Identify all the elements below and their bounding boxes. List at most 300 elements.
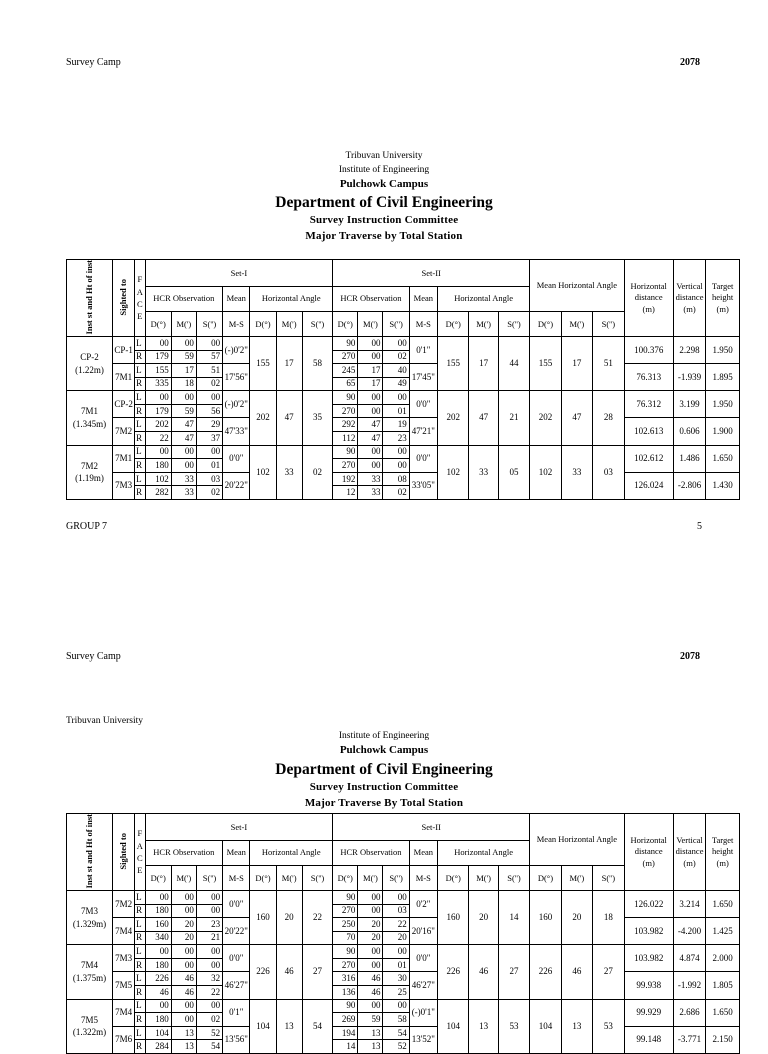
horizontal-distance: 99.938 xyxy=(624,972,673,999)
mean-ms-set1: 46'27" xyxy=(223,972,250,999)
hcr-deg: 179 xyxy=(145,350,171,364)
vertical-distance: -2.806 xyxy=(673,472,705,499)
mean-ms-set2: 0'1" xyxy=(409,336,437,363)
page1-footer-right: 5 xyxy=(697,521,702,532)
page2-department: Department of Civil Engineering xyxy=(275,761,493,778)
header-sec: S('') xyxy=(593,311,624,336)
hcr-deg-set2: 270 xyxy=(333,904,358,918)
header-deg: D(°) xyxy=(530,311,561,336)
hcr-deg-set2: 292 xyxy=(333,418,358,432)
hcr-sec-set2: 23 xyxy=(383,432,409,446)
header-inst-station xyxy=(67,814,113,891)
hcr-sec-set2: 00 xyxy=(383,459,409,473)
station-cell xyxy=(67,445,113,499)
horizontal-distance: 76.313 xyxy=(624,364,673,391)
header-min: M(') xyxy=(171,865,196,890)
target-height: 1.425 xyxy=(706,918,740,945)
horizontal-angle-set1: 13 xyxy=(276,999,302,1053)
hcr-min-set2: 00 xyxy=(358,958,383,972)
horizontal-angle-set1: 02 xyxy=(302,445,332,499)
header-set2: Set-II xyxy=(333,260,530,287)
horizontal-angle-set2: 44 xyxy=(498,336,529,390)
header-deg: D(°) xyxy=(333,311,358,336)
header-horizontal-distance: Horizontal distance (m) xyxy=(624,814,673,891)
hcr-deg: 102 xyxy=(145,472,171,486)
page1-header-left: Survey Camp xyxy=(66,57,121,68)
face-cell: L xyxy=(135,999,145,1013)
page1-header-right: 2078 xyxy=(680,57,700,68)
hcr-sec-set2: 58 xyxy=(383,1013,409,1027)
header-deg: D(°) xyxy=(333,865,358,890)
horizontal-distance: 100.376 xyxy=(624,336,673,363)
header-mean: Mean xyxy=(223,840,250,865)
vertical-distance: 2.298 xyxy=(673,336,705,363)
horizontal-angle-set2: 20 xyxy=(469,890,498,944)
hcr-sec-set2: 03 xyxy=(383,904,409,918)
header-min: M(') xyxy=(358,865,383,890)
hcr-min-set2: 00 xyxy=(358,890,383,904)
hcr-sec: 23 xyxy=(196,918,222,932)
hcr-sec: 02 xyxy=(196,377,222,391)
hcr-sec: 00 xyxy=(196,336,222,350)
table-row xyxy=(67,918,740,932)
hcr-min-set2: 00 xyxy=(358,945,383,959)
face-cell: L xyxy=(135,1026,145,1040)
mean-ms-set1: 17'56" xyxy=(223,364,250,391)
header-horizontal-angle: Horizontal Angle xyxy=(250,840,333,865)
table-row xyxy=(67,445,740,459)
header-face xyxy=(135,260,145,337)
header-sec: S('') xyxy=(196,865,222,890)
hcr-sec-set2: 02 xyxy=(383,486,409,500)
hcr-min-set2: 00 xyxy=(358,904,383,918)
horizontal-angle-set1: 20 xyxy=(276,890,302,944)
hcr-deg: 180 xyxy=(145,459,171,473)
header-inst-station-label: Inst st and Ht of inst xyxy=(84,260,95,335)
header-min: M(') xyxy=(561,865,592,890)
sighted-to-cell: 7M2 xyxy=(113,418,135,445)
header-m-s: M-S xyxy=(223,865,250,890)
header-set2: Set-II xyxy=(333,814,530,841)
horizontal-angle-set2: 27 xyxy=(498,945,529,999)
header-min: M(') xyxy=(276,311,302,336)
hcr-sec: 02 xyxy=(196,1013,222,1027)
hcr-deg-set2: 270 xyxy=(333,958,358,972)
sighted-to-cell: 7M2 xyxy=(113,890,135,917)
hcr-deg-set2: 65 xyxy=(333,377,358,391)
hcr-sec-set2: 00 xyxy=(383,999,409,1013)
mean-ms-set2: 33'05" xyxy=(409,472,437,499)
mean-ms-set1: (-)0'2" xyxy=(223,336,250,363)
mean-ms-set1: 0'0" xyxy=(223,890,250,917)
table-row xyxy=(67,364,740,378)
hcr-deg-set2: 90 xyxy=(333,945,358,959)
face-cell: L xyxy=(135,472,145,486)
hcr-deg: 00 xyxy=(145,336,171,350)
header-min: M(') xyxy=(469,865,498,890)
hcr-sec: 52 xyxy=(196,1026,222,1040)
face-cell: L xyxy=(135,972,145,986)
header-sec: S('') xyxy=(383,311,409,336)
sighted-to-cell: 7M3 xyxy=(113,472,135,499)
hcr-sec: 00 xyxy=(196,391,222,405)
hcr-sec: 01 xyxy=(196,459,222,473)
horizontal-angle-set1: 27 xyxy=(302,945,332,999)
hcr-min-set2: 13 xyxy=(358,1026,383,1040)
hcr-sec: 00 xyxy=(196,958,222,972)
vertical-distance: -3.771 xyxy=(673,1026,705,1053)
header-face-label: F A C E xyxy=(136,274,143,322)
mean-ms-set2: 47'21" xyxy=(409,418,437,445)
horizontal-angle-set1: 104 xyxy=(250,999,276,1053)
hcr-min: 00 xyxy=(171,445,196,459)
mean-ms-set2: 0'2" xyxy=(409,890,437,917)
header-mean-horizontal-angle: Mean Horizontal Angle xyxy=(530,814,624,866)
hcr-min-set2: 13 xyxy=(358,1040,383,1054)
mean-ms-set2: (-)0'1" xyxy=(409,999,437,1026)
hcr-sec: 57 xyxy=(196,350,222,364)
vertical-distance: 3.214 xyxy=(673,890,705,917)
mean-horizontal-angle: 27 xyxy=(593,945,624,999)
sighted-to-cell: 7M1 xyxy=(113,445,135,472)
hcr-min: 33 xyxy=(171,486,196,500)
station-height: (1.322m) xyxy=(72,1027,107,1038)
face-cell: L xyxy=(135,418,145,432)
header-mean: Mean xyxy=(409,286,437,311)
header-deg: D(°) xyxy=(530,865,561,890)
face-cell: R xyxy=(135,459,145,473)
hcr-sec-set2: 20 xyxy=(383,931,409,945)
header-vertical-distance: Vertical distance (m) xyxy=(673,260,705,337)
mean-ms-set1: 0'0" xyxy=(223,445,250,472)
hcr-min: 00 xyxy=(171,999,196,1013)
hcr-sec-set2: 00 xyxy=(383,336,409,350)
hcr-min-set2: 46 xyxy=(358,972,383,986)
target-height: 1.900 xyxy=(706,418,740,445)
station-name: 7M5 xyxy=(81,1014,99,1025)
page1-campus: Pulchowk Campus xyxy=(339,178,429,190)
hcr-deg-set2: 270 xyxy=(333,404,358,418)
hcr-sec-set2: 30 xyxy=(383,972,409,986)
horizontal-angle-set2: 47 xyxy=(469,391,498,445)
hcr-deg-set2: 192 xyxy=(333,472,358,486)
header-hcr-observation: HCR Observation xyxy=(333,286,409,311)
mean-ms-set2: 17'45" xyxy=(409,364,437,391)
horizontal-distance: 126.022 xyxy=(624,890,673,917)
hcr-min: 00 xyxy=(171,1013,196,1027)
header-sec: S('') xyxy=(593,865,624,890)
page1-department: Department of Civil Engineering xyxy=(275,194,493,211)
target-height: 1.895 xyxy=(706,364,740,391)
header-set1: Set-I xyxy=(145,260,333,287)
mean-horizontal-angle: 17 xyxy=(561,336,592,390)
header-inst-station xyxy=(67,260,113,337)
hcr-min-set2: 17 xyxy=(358,364,383,378)
station-cell xyxy=(67,890,113,944)
horizontal-angle-set1: 58 xyxy=(302,336,332,390)
horizontal-distance: 102.613 xyxy=(624,418,673,445)
mean-horizontal-angle: 226 xyxy=(530,945,561,999)
horizontal-angle-set1: 226 xyxy=(250,945,276,999)
header-min: M(') xyxy=(171,311,196,336)
horizontal-angle-set1: 202 xyxy=(250,391,276,445)
face-cell: L xyxy=(135,336,145,350)
mean-horizontal-angle: 13 xyxy=(561,999,592,1053)
hcr-min-set2: 00 xyxy=(358,336,383,350)
hcr-deg-set2: 194 xyxy=(333,1026,358,1040)
hcr-sec: 51 xyxy=(196,364,222,378)
hcr-deg-set2: 90 xyxy=(333,890,358,904)
hcr-min-set2: 59 xyxy=(358,1013,383,1027)
header-horizontal-distance: Horizontal distance (m) xyxy=(624,260,673,337)
face-cell: L xyxy=(135,391,145,405)
horizontal-angle-set2: 13 xyxy=(469,999,498,1053)
page1-footer-left: GROUP 7 xyxy=(66,521,108,532)
page1-title: Major Traverse by Total Station xyxy=(305,230,463,242)
vertical-distance: 2.686 xyxy=(673,999,705,1026)
header-mean: Mean xyxy=(409,840,437,865)
hcr-deg: 00 xyxy=(145,391,171,405)
mean-ms-set1: 0'1" xyxy=(223,999,250,1026)
header-sec: S('') xyxy=(383,865,409,890)
mean-horizontal-angle: 03 xyxy=(593,445,624,499)
hcr-min-set2: 20 xyxy=(358,931,383,945)
face-cell: R xyxy=(135,377,145,391)
header-deg: D(°) xyxy=(250,865,276,890)
hcr-deg-set2: 90 xyxy=(333,336,358,350)
header-m-s: M-S xyxy=(223,311,250,336)
hcr-min-set2: 47 xyxy=(358,418,383,432)
hcr-sec: 29 xyxy=(196,418,222,432)
header-face-label: F A C E xyxy=(136,828,143,876)
hcr-min: 00 xyxy=(171,391,196,405)
sighted-to-cell: 7M1 xyxy=(113,364,135,391)
header-vertical-distance: Vertical distance (m) xyxy=(673,814,705,891)
hcr-deg-set2: 269 xyxy=(333,1013,358,1027)
hcr-deg-set2: 90 xyxy=(333,445,358,459)
page2-institute: Institute of Engineering xyxy=(338,731,430,741)
target-height: 1.950 xyxy=(706,336,740,363)
hcr-sec: 21 xyxy=(196,931,222,945)
page2-university: Tribuvan University xyxy=(66,716,143,726)
hcr-sec-set2: 54 xyxy=(383,1026,409,1040)
hcr-min: 59 xyxy=(171,350,196,364)
hcr-min: 00 xyxy=(171,336,196,350)
page2-committee: Survey Instruction Committee xyxy=(309,781,459,793)
vertical-distance: -4.200 xyxy=(673,918,705,945)
horizontal-angle-set2: 33 xyxy=(469,445,498,499)
hcr-deg-set2: 316 xyxy=(333,972,358,986)
hcr-sec-set2: 00 xyxy=(383,890,409,904)
mean-ms-set1: 20'22" xyxy=(223,918,250,945)
header-face xyxy=(135,814,145,891)
header-sec: S('') xyxy=(498,311,529,336)
station-name: 7M2 xyxy=(81,460,99,471)
hcr-deg: 180 xyxy=(145,904,171,918)
hcr-deg: 104 xyxy=(145,1026,171,1040)
hcr-sec-set2: 02 xyxy=(383,350,409,364)
header-inst-station-label: Inst st and Ht of inst xyxy=(84,814,95,889)
mean-ms-set1: 20'22" xyxy=(223,472,250,499)
header-hcr-observation: HCR Observation xyxy=(145,840,223,865)
face-cell: L xyxy=(135,918,145,932)
mean-ms-set2: 20'16" xyxy=(409,918,437,945)
mean-horizontal-angle: 20 xyxy=(561,890,592,944)
hcr-sec-set2: 19 xyxy=(383,418,409,432)
hcr-deg-set2: 70 xyxy=(333,931,358,945)
hcr-min: 46 xyxy=(171,986,196,1000)
table-row xyxy=(67,391,740,405)
mean-ms-set1: 13'56" xyxy=(223,1026,250,1053)
horizontal-distance: 99.929 xyxy=(624,999,673,1026)
hcr-deg-set2: 250 xyxy=(333,918,358,932)
header-horizontal-angle: Horizontal Angle xyxy=(437,286,529,311)
hcr-min: 20 xyxy=(171,918,196,932)
station-height: (1.22m) xyxy=(75,364,104,375)
station-cell xyxy=(67,999,113,1053)
hcr-min-set2: 00 xyxy=(358,350,383,364)
hcr-min-set2: 00 xyxy=(358,391,383,405)
mean-horizontal-angle: 51 xyxy=(593,336,624,390)
traverse-table-1 xyxy=(66,259,740,500)
hcr-min-set2: 00 xyxy=(358,459,383,473)
mean-ms-set2: 46'27" xyxy=(409,972,437,999)
hcr-deg: 335 xyxy=(145,377,171,391)
hcr-sec: 22 xyxy=(196,986,222,1000)
hcr-sec: 00 xyxy=(196,999,222,1013)
hcr-deg-set2: 90 xyxy=(333,391,358,405)
hcr-sec-set2: 52 xyxy=(383,1040,409,1054)
face-cell: R xyxy=(135,1013,145,1027)
mean-horizontal-angle: 46 xyxy=(561,945,592,999)
hcr-deg: 282 xyxy=(145,486,171,500)
target-height: 1.650 xyxy=(706,999,740,1026)
hcr-sec: 03 xyxy=(196,472,222,486)
page2-header-right: 2078 xyxy=(680,651,700,662)
target-height: 1.650 xyxy=(706,890,740,917)
mean-horizontal-angle: 28 xyxy=(593,391,624,445)
page1-institute: Institute of Engineering xyxy=(338,165,430,175)
mean-horizontal-angle: 47 xyxy=(561,391,592,445)
horizontal-angle-set1: 46 xyxy=(276,945,302,999)
horizontal-angle-set2: 155 xyxy=(437,336,468,390)
vertical-distance: -1.939 xyxy=(673,364,705,391)
vertical-distance: 3.199 xyxy=(673,391,705,418)
target-height: 1.430 xyxy=(706,472,740,499)
hcr-min: 00 xyxy=(171,945,196,959)
header-sec: S('') xyxy=(302,311,332,336)
hcr-sec: 37 xyxy=(196,432,222,446)
mean-ms-set2: 13'52" xyxy=(409,1026,437,1053)
horizontal-angle-set2: 21 xyxy=(498,391,529,445)
hcr-min: 20 xyxy=(171,931,196,945)
hcr-deg: 46 xyxy=(145,986,171,1000)
face-cell: L xyxy=(135,945,145,959)
hcr-min: 47 xyxy=(171,432,196,446)
station-cell xyxy=(67,391,113,445)
face-cell: R xyxy=(135,486,145,500)
hcr-deg-set2: 14 xyxy=(333,1040,358,1054)
target-height: 2.000 xyxy=(706,945,740,972)
page2-campus: Pulchowk Campus xyxy=(339,744,429,756)
station-height: (1.329m) xyxy=(72,918,107,929)
hcr-min: 00 xyxy=(171,459,196,473)
sighted-to-cell: 7M5 xyxy=(113,972,135,999)
hcr-deg-set2: 270 xyxy=(333,459,358,473)
face-cell: L xyxy=(135,445,145,459)
hcr-deg-set2: 136 xyxy=(333,986,358,1000)
hcr-min-set2: 00 xyxy=(358,445,383,459)
mean-ms-set2: 0'0" xyxy=(409,945,437,972)
hcr-deg: 179 xyxy=(145,404,171,418)
header-deg: D(°) xyxy=(145,311,171,336)
hcr-deg: 284 xyxy=(145,1040,171,1054)
hcr-sec: 02 xyxy=(196,486,222,500)
hcr-min: 13 xyxy=(171,1040,196,1054)
traverse-table-2 xyxy=(66,813,740,1054)
page2-header-left: Survey Camp xyxy=(66,651,121,662)
header-deg: D(°) xyxy=(145,865,171,890)
sighted-to-cell: CP-1 xyxy=(113,336,135,363)
header-m-s: M-S xyxy=(409,865,437,890)
horizontal-angle-set2: 160 xyxy=(437,890,468,944)
horizontal-angle-set2: 17 xyxy=(469,336,498,390)
header-target-height: Target height (m) xyxy=(706,814,740,891)
vertical-distance: 4.874 xyxy=(673,945,705,972)
hcr-min: 46 xyxy=(171,972,196,986)
hcr-sec-set2: 01 xyxy=(383,958,409,972)
header-sec: S('') xyxy=(302,865,332,890)
horizontal-distance: 76.312 xyxy=(624,391,673,418)
horizontal-angle-set2: 05 xyxy=(498,445,529,499)
hcr-min: 18 xyxy=(171,377,196,391)
header-hcr-observation: HCR Observation xyxy=(333,840,409,865)
header-deg: D(°) xyxy=(437,865,468,890)
hcr-sec-set2: 00 xyxy=(383,391,409,405)
hcr-sec-set2: 22 xyxy=(383,918,409,932)
hcr-sec: 56 xyxy=(196,404,222,418)
header-horizontal-angle: Horizontal Angle xyxy=(437,840,529,865)
hcr-deg: 202 xyxy=(145,418,171,432)
mean-horizontal-angle: 160 xyxy=(530,890,561,944)
header-sighted-to xyxy=(113,260,135,337)
hcr-sec-set2: 00 xyxy=(383,445,409,459)
hcr-deg: 180 xyxy=(145,958,171,972)
hcr-deg-set2: 90 xyxy=(333,999,358,1013)
hcr-sec-set2: 49 xyxy=(383,377,409,391)
header-deg: D(°) xyxy=(437,311,468,336)
hcr-min-set2: 33 xyxy=(358,486,383,500)
horizontal-angle-set2: 104 xyxy=(437,999,468,1053)
header-min: M(') xyxy=(469,311,498,336)
horizontal-angle-set1: 54 xyxy=(302,999,332,1053)
hcr-deg-set2: 270 xyxy=(333,350,358,364)
horizontal-angle-set1: 35 xyxy=(302,391,332,445)
horizontal-angle-set2: 102 xyxy=(437,445,468,499)
hcr-sec: 00 xyxy=(196,945,222,959)
table-row xyxy=(67,336,740,350)
horizontal-distance: 102.612 xyxy=(624,445,673,472)
station-name: 7M3 xyxy=(81,906,99,916)
table-row xyxy=(67,890,740,904)
hcr-sec-set2: 25 xyxy=(383,986,409,1000)
hcr-deg: 226 xyxy=(145,972,171,986)
target-height: 1.650 xyxy=(706,445,740,472)
hcr-sec-set2: 01 xyxy=(383,404,409,418)
table-row xyxy=(67,999,740,1013)
hcr-sec-set2: 08 xyxy=(383,472,409,486)
hcr-sec: 54 xyxy=(196,1040,222,1054)
